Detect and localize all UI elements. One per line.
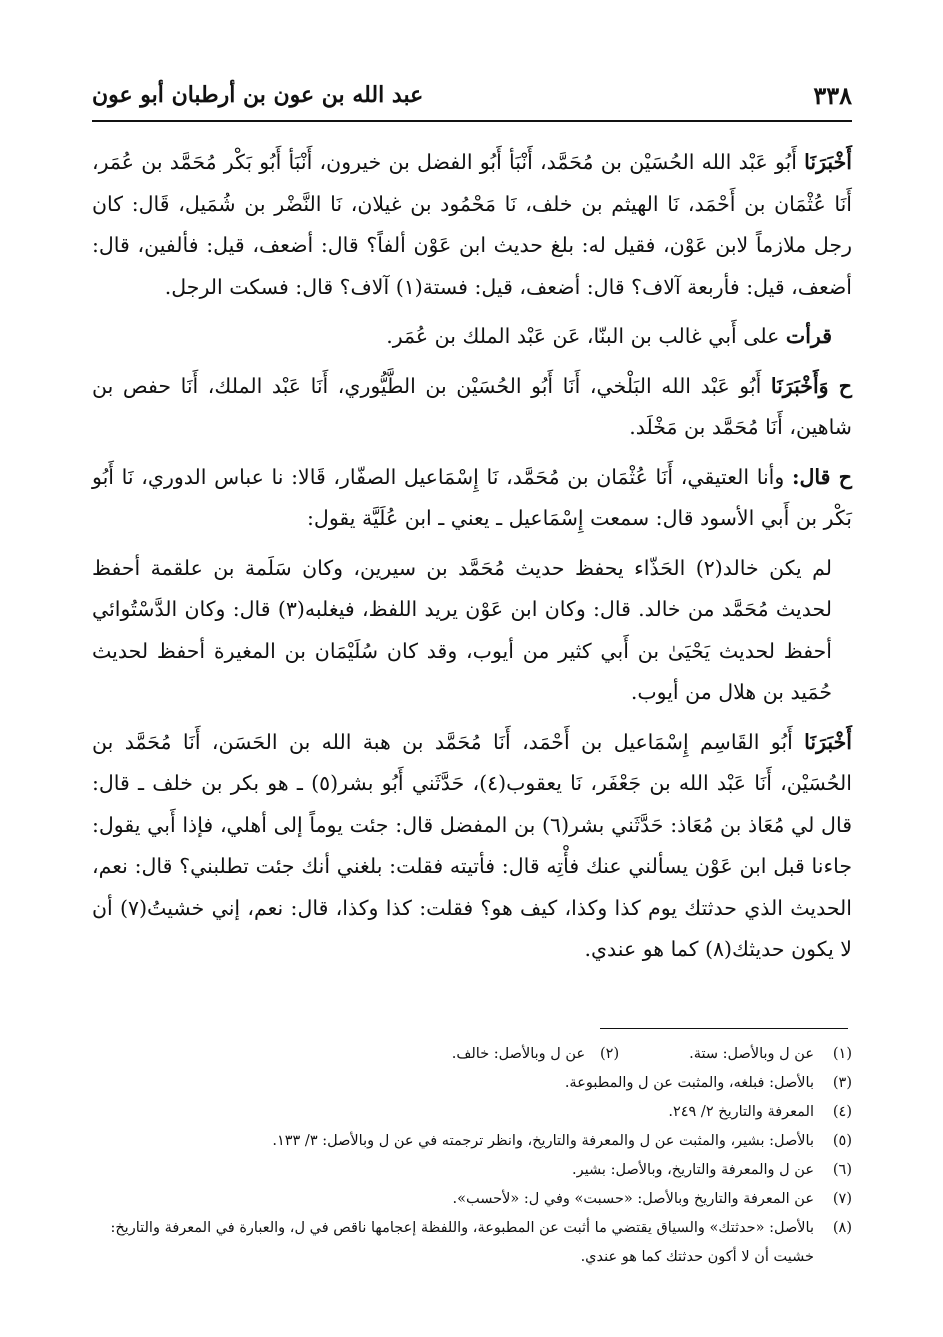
footnote	[689, 1040, 852, 1069]
paragraph	[92, 316, 852, 358]
footnote-text: عن المعرفة والتاريخ وبالأصل: «حسبت» وفي ل: «لأحسب».	[452, 1191, 814, 1207]
paragraph-text: على أَبي غالب بن البنّا، عَن عَبْد الملك بن عُمَر.	[386, 324, 786, 348]
footnote-number: (٦)	[832, 1162, 852, 1178]
footnote-number: (٧)	[832, 1191, 852, 1207]
footnote-text: بالأصل: بشير، والمثبت عن ل والمعرفة والتاريخ، وانظر ترجمته في عن ل وبالأصل: ٣/ ١٣٣.	[272, 1133, 814, 1149]
footnote	[100, 1185, 852, 1214]
paragraph-lead: ح قال:	[791, 464, 852, 489]
main-text	[92, 142, 852, 979]
footnote-text: عن ل وبالأصل: ستة.	[689, 1046, 814, 1062]
footnote	[100, 1127, 852, 1156]
footnotes	[100, 1040, 852, 1272]
running-title: عبد الله بن عون بن أرطبان أبو عون	[92, 82, 424, 108]
footnote-number: (٢)	[599, 1046, 620, 1062]
paragraph-text: وأنا العتيقي، أَنَا عُثْمَان بن مُحَمَّد، نَا إِسْمَاعيل الصفّار، قَالا: نا عباس الدوري، نَا أَبُو بَكْر بن أَبي الأسود قال: سمعت إِسْمَاعيل ـ يعني ـ ابن عُلَيَّة يقول:	[92, 464, 852, 530]
footnote	[100, 1214, 852, 1272]
footnote-rule	[600, 1028, 848, 1029]
paragraph	[92, 142, 852, 308]
paragraph-text: أَبُو عَبْد الله الحُسَيْن بن مُحَمَّد، أَنْبَأ أَبُو الفضل بن خيرون، أَنْبَأ أَبُو بَكْر مُحَمَّد بن عُمَر، أَنَا عُثْمَان بن أَحْمَد، نَا الهيثم بن خلف، نَا مَحْمُود بن غيلان، نَا النَّضْر بن شُمَيل، قَال: كان رجل ملازماً لابن عَوْن، فقيل له: بلغ حديث ابن عَوْن ألفاً؟ قال: أضعف، قيل: فألفين، قال: أضعف، قيل: فأربعة آلاف؟ قال: أضعف، قيل: فستة(١) آلاف؟ قال: فسكت الرجل.	[92, 150, 852, 299]
paragraph	[92, 366, 852, 449]
footnote	[100, 1098, 852, 1127]
footnote	[100, 1156, 852, 1185]
paragraph	[92, 722, 852, 971]
footnote-text: بالأصل: فبلغه، والمثبت عن ل والمطبوعة.	[564, 1075, 814, 1091]
paragraph	[92, 457, 852, 540]
footnote-text: عن ل والمعرفة والتاريخ، وبالأصل: بشير.	[572, 1162, 814, 1178]
header-rule	[92, 120, 852, 122]
paragraph-lead: ح وَأَخْبَرَنَا	[770, 373, 852, 398]
page-header	[92, 72, 852, 118]
paragraph-lead: قرأت	[785, 324, 832, 348]
paragraph-text: أَبُو عَبْد الله البَلْخي، أَنَا أَبُو الحُسَيْن بن الطَّيُّوري، أَنَا عَبْد الملك، أَنَا حفص بن شاهين، أَنَا مُحَمَّد بن مَخْلَد.	[92, 373, 852, 439]
footnote-number: (٨)	[832, 1220, 852, 1236]
paragraph-text: أَبُو القَاسِم إِسْمَاعيل بن أَحْمَد، أَنَا مُحَمَّد بن هبة الله بن الحَسَن، أَنَا مُحَمَّد بن الحُسَيْن، أَنَا عَبْد الله بن جَعْفَر، نَا يعقوب(٤)، حَدَّثَني أَبُو بشر(٥) ـ هو بكر بن خلف ـ قال: قال لي مُعَاذ بن مُعَاذ: حَدَّثَني بشر(٦) بن المفضل قال: جئت يوماً إلى أهلي، فإذا أَبي يقول: جاءنا قبل ابن عَوْن يسألني عنك فأْتِه قال: فأتيته فقلت: بلغني أنك جئت تطلبني؟ قال: نعم، الحديث الذي حدثتك يوم كذا وكذا، كيف هو؟ فقلت: كذا وكذا، قال: نعم، إني خشيتُ(٧) أن لا يكون حديثك(٨) كما هو عندي.	[92, 729, 853, 961]
paragraph	[92, 548, 852, 714]
footnote-row	[100, 1040, 852, 1069]
paragraph-lead: أَخْبَرَنَا	[804, 729, 852, 754]
footnote	[452, 1040, 619, 1069]
footnote-text: بالأصل: «حدثتك» والسياق يقتضي ما أثبت عن المطبوعة، واللفظة إعجامها ناقص في ل، والعبارة في المعرفة والتاريخ: خشيت أن لا أكون حدثتك كما هو عندي.	[110, 1220, 814, 1265]
footnote-number: (٤)	[832, 1104, 852, 1120]
footnote-number: (٥)	[832, 1133, 852, 1149]
paragraph-lead: أَخْبَرَنَا	[804, 150, 852, 174]
paragraph-text: لم يكن خالد(٢) الحَذّاء يحفظ حديث مُحَمَّد بن سيرين، وكان سَلَمة بن علقمة أحفظ لحديث مُحَمَّد من خالد. قال: وكان ابن عَوْن يريد اللفظ، فيغلبه(٣) قال: وكان الدَّسْتُوائي أحفظ لحديث يَحْيَىٰ بن أَبي كثير من أيوب، وقد كان سُلَيْمَان بن المغيرة أحفظ لحديث حُمَيد بن هلال من أيوب.	[92, 555, 832, 704]
footnote	[100, 1069, 852, 1098]
footnote-number: (١)	[832, 1046, 852, 1062]
footnote-number: (٣)	[832, 1075, 852, 1091]
footnote-text: عن ل وبالأصل: خالف.	[451, 1046, 586, 1062]
footnote-text: المعرفة والتاريخ ٢/ ٢٤٩.	[668, 1104, 814, 1120]
page-number: ٣٣٨	[813, 80, 852, 110]
